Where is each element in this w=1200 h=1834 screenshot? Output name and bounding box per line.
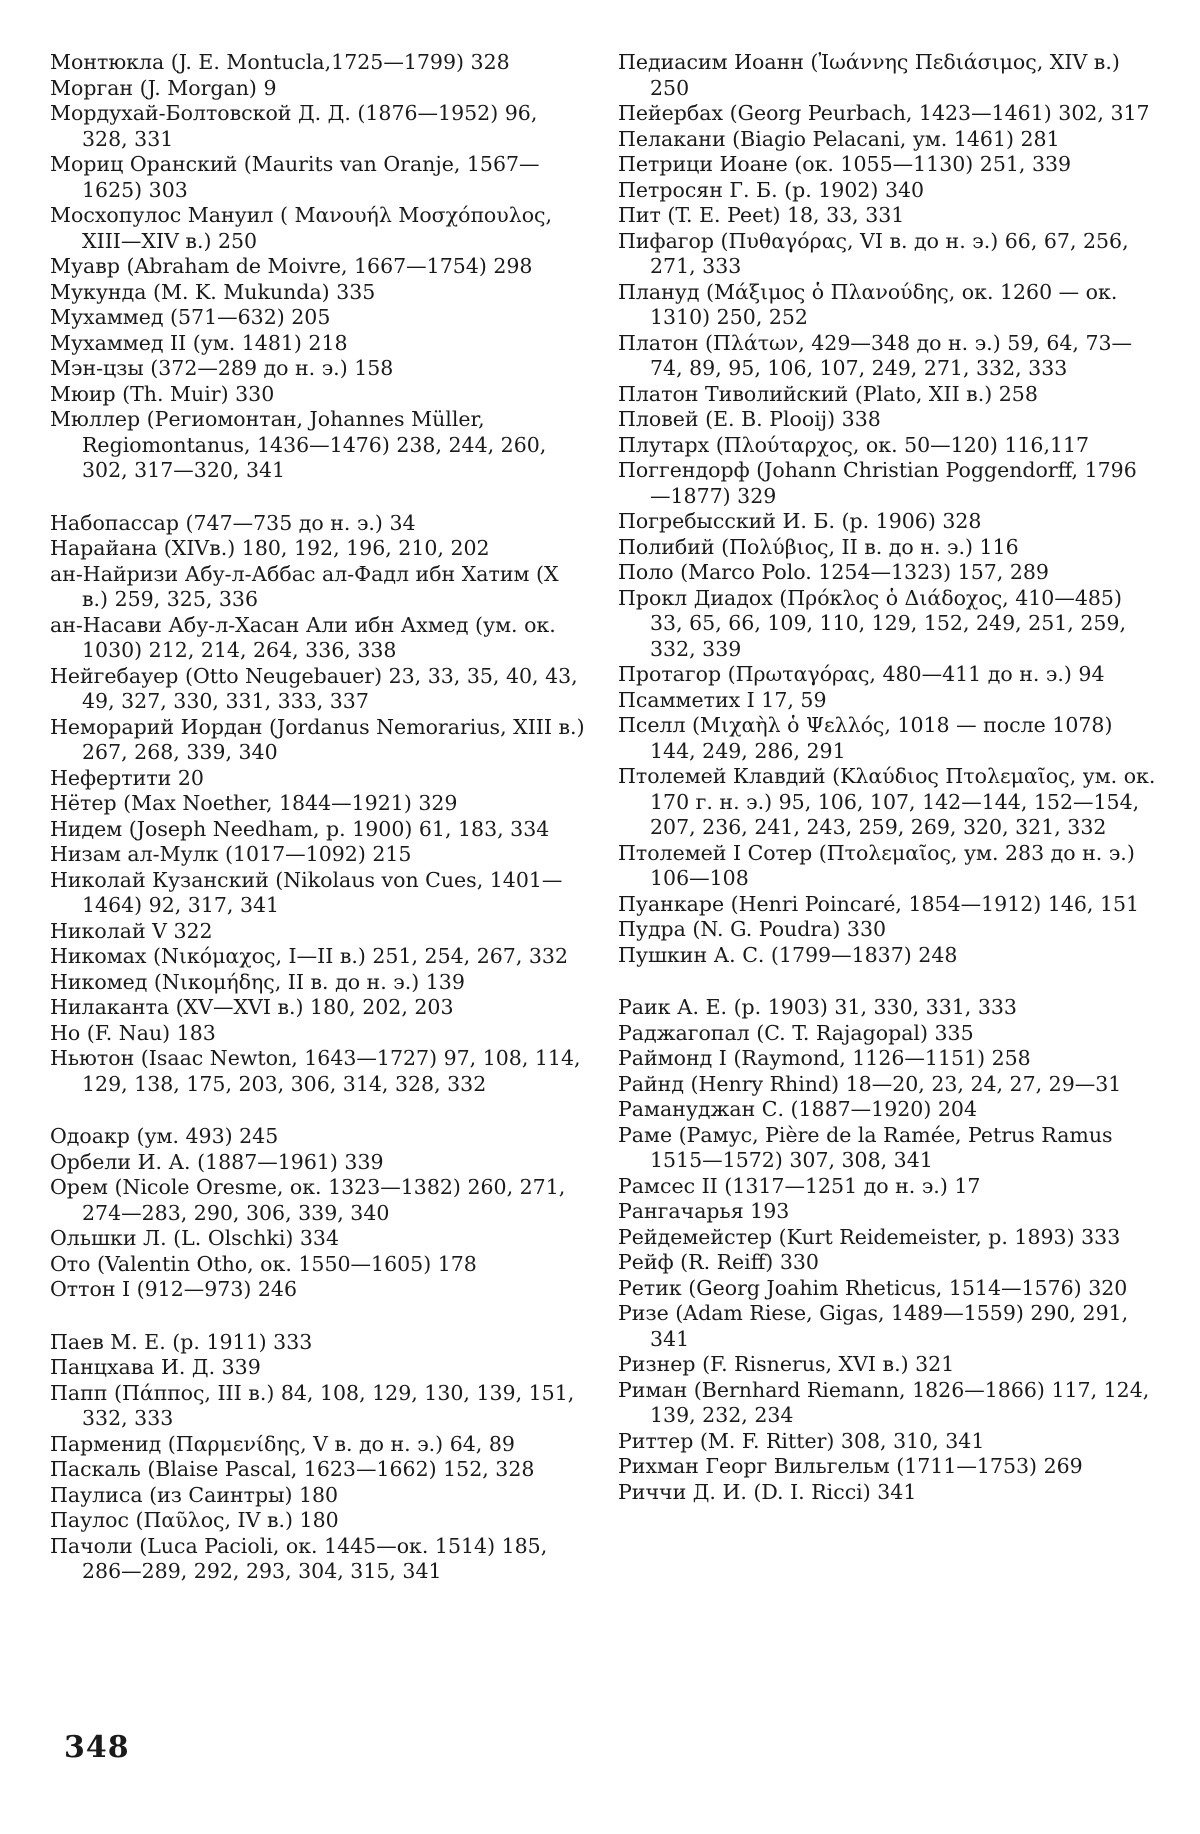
index-entry: Петросян Г. Б. (р. 1902) 340 <box>618 177 925 202</box>
index-entry: Паулос (Παῦλος, IV в.) 180 <box>50 1508 339 1532</box>
index-entry: Ризе (Adam Riese, Gigas, 1489—1559) 290, 291, 341 <box>618 1301 1129 1351</box>
index-entry: Петрици Иоане (ок. 1055—1130) 251, 339 <box>618 152 1072 176</box>
index-entry: Риччи Д. И. (D. I. Ricci) 341 <box>618 1479 917 1504</box>
index-entry: Рангачарья 193 <box>618 1199 790 1223</box>
index-entry: Протагор (Πρωταγόρας, 480—411 до н. э.) 94 <box>618 662 1105 686</box>
index-entry: Мюир (Th. Muir) 330 <box>50 381 275 406</box>
index-entry: Мухаммед (571—632) 205 <box>50 305 331 329</box>
index-entry: Нефертити 20 <box>50 765 204 790</box>
index-entry: Нарайана (XIVв.) 180, 192, 196, 210, 202 <box>50 536 490 560</box>
index-entry: Мухаммед II (ум. 1481) 218 <box>50 330 348 355</box>
index-entry: Пейербах (Georg Peurbach, 1423—1461) 302, 317 <box>618 101 1150 125</box>
letter-group-gap <box>50 1097 585 1124</box>
index-entry: Пелакани (Biagio Pelacani, ум. 1461) 281 <box>618 126 1060 151</box>
index-entry: Пифагор (Πυθαγόρας, VI в. до н. э.) 66, 67, 256, 271, 333 <box>618 228 1129 278</box>
index-entry: ан-Найризи Абу-л-Аббас ал-Фадл ибн Хатим (X в.) 259, 325, 336 <box>50 561 559 611</box>
index-entry: Полибий (Πολύβιος, II в. до н. э.) 116 <box>618 534 1019 559</box>
index-entry: Пуанкаре (Henri Poincaré, 1854—1912) 146, 151 <box>618 891 1140 916</box>
index-entry: Николай V 322 <box>50 918 213 943</box>
index-entry: Раик А. Е. (р. 1903) 31, 330, 331, 333 <box>618 995 1017 1019</box>
index-entry: Нётер (Max Noether, 1844—1921) 329 <box>50 791 458 815</box>
index-entry: Рейдемейстер (Kurt Reidemeister, p. 1893) 333 <box>618 1224 1121 1249</box>
index-entry: Птолемей Клавдий (Κλαύδιος Πτολεμαῖος, ум. ок. 170 г. н. э.) 95, 106, 107, 142—144, 152—154, 207, 236, 241, 243, 259, 269, 320, 321, 332 <box>618 764 1156 839</box>
letter-group-gap <box>50 1303 585 1330</box>
index-entry: Неморарий Иордан (Jordanus Nemorarius, XIII в.) 267, 268, 339, 340 <box>50 714 585 764</box>
index-entry: Раймонд I (Raymond, 1126—1151) 258 <box>618 1046 1031 1070</box>
index-entry: Плутарх (Πλούταρχος, ок. 50—120) 116,117 <box>618 432 1090 457</box>
index-entry: Нейгебауер (Otto Neugebauer) 23, 33, 35, 40, 43, 49, 327, 330, 331, 333, 337 <box>50 663 578 713</box>
index-entry: Паскаль (Blaise Pascal, 1623—1662) 152, 328 <box>50 1457 535 1481</box>
index-entry: Мэн-цзы (372—289 до н. э.) 158 <box>50 356 394 380</box>
index-entry: Никомед (Νικομήδης, II в. до н. э.) 139 <box>50 969 465 994</box>
index-entry: Райнд (Henry Rhind) 18—20, 23, 24, 27, 29—31 <box>618 1071 1122 1096</box>
index-entry: Раме (Рамус, Pière de la Ramée, Petrus Ramus 1515—1572) 307, 308, 341 <box>618 1122 1113 1172</box>
index-entry: Ольшки Л. (L. Olschki) 334 <box>50 1226 340 1250</box>
index-entry: ан-Насави Абу-л-Хасан Али ибн Ахмед (ум. ок. 1030) 212, 214, 264, 336, 338 <box>50 612 556 662</box>
index-entry: Псамметих I 17, 59 <box>618 687 827 712</box>
index-entry: Риттер (M. F. Ritter) 308, 310, 341 <box>618 1428 985 1453</box>
index-entry: Морган (J. Morgan) 9 <box>50 75 277 100</box>
index-entry: Рихман Георг Вильгельм (1711—1753) 269 <box>618 1454 1083 1478</box>
index-entry: Паев М. Е. (р. 1911) 333 <box>50 1329 313 1354</box>
index-entry: Орбели И. А. (1887—1961) 339 <box>50 1149 384 1174</box>
index-entry: Николай Кузанский (Nikolaus von Cues, 1401—1464) 92, 317, 341 <box>50 867 563 917</box>
index-entry: Платон Тиволийский (Plato, XII в.) 258 <box>618 381 1038 406</box>
letter-group-gap <box>618 968 1156 995</box>
index-entry: Птолемей I Сотер (Πτολεμαῖος, ум. 283 до н. э.) 106—108 <box>618 840 1135 890</box>
index-entry: Поло (Marco Polo. 1254—1323) 157, 289 <box>618 560 1049 584</box>
index-entry: Пселл (Μιχαὴλ ὁ Ψελλός, 1018 — после 1078) 144, 249, 286, 291 <box>618 713 1113 763</box>
index-entry: Нидем (Joseph Needham, p. 1900) 61, 183, 334 <box>50 816 550 841</box>
index-entry: Ньютон (Isaac Newton, 1643—1727) 97, 108, 114, 129, 138, 175, 203, 306, 314, 328, 332 <box>50 1046 581 1096</box>
letter-group-gap <box>50 484 585 511</box>
index-entry: Оттон I (912—973) 246 <box>50 1277 298 1301</box>
index-entry: Риман (Bernhard Riemann, 1826—1866) 117, 124, 139, 232, 234 <box>618 1377 1150 1427</box>
index-entry: Пловей (E. B. Plooij) 338 <box>618 407 881 431</box>
index-entry: Рамсес II (1317—1251 до н. э.) 17 <box>618 1173 981 1198</box>
index-entry: Плануд (Μάξιμος ὁ Πλανούδης, ок. 1260 — ок. 1310) 250, 252 <box>618 279 1118 329</box>
index-entry: Парменид (Παρμενίδης, V в. до н. э.) 64, 89 <box>50 1431 515 1456</box>
index-entry: Орем (Nicole Oresme, ок. 1323—1382) 260, 271, 274—283, 290, 306, 339, 340 <box>50 1175 566 1225</box>
index-entry: Мордухай-Болтовской Д. Д. (1876—1952) 96, 328, 331 <box>50 101 538 151</box>
index-entry: Папп (Πάππος, III в.) 84, 108, 129, 130, 139, 151, 332, 333 <box>50 1380 575 1430</box>
index-entry: Панцхава И. Д. 339 <box>50 1355 261 1379</box>
index-entry: Никомах (Νικόμαχος, I—II в.) 251, 254, 267, 332 <box>50 944 569 968</box>
index-entry: Ото (Valentin Otho, ок. 1550—1605) 178 <box>50 1251 477 1276</box>
index-entry: Погребысский И. Б. (р. 1906) 328 <box>618 509 982 533</box>
index-entry: Набопассар (747—735 до н. э.) 34 <box>50 510 416 535</box>
index-entry: Низам ал-Мулк (1017—1092) 215 <box>50 842 412 866</box>
index-column-left <box>50 50 585 1585</box>
index-entry: Мосхопулос Мануил ( Μανουήλ Μοσχόπουλος, XIII—XIV в.) 250 <box>50 203 553 253</box>
index-entry: Мукунда (M. K. Mukunda) 335 <box>50 279 376 304</box>
index-entry: Ризнер (F. Risnerus, XVI в.) 321 <box>618 1352 955 1376</box>
index-entry: Раджагопал (C. T. Rajagopal) 335 <box>618 1020 974 1045</box>
page-number: 348 <box>64 1730 130 1765</box>
index-entry: Педиасим Иоанн (Ἰωάννης Πεδιάσιμος, XIV в.) 250 <box>618 50 1120 100</box>
index-entry: Нилаканта (XV—XVI в.) 180, 202, 203 <box>50 995 454 1019</box>
index-entry: Паулиса (из Саинтры) 180 <box>50 1482 339 1507</box>
index-entry: Одоакр (ум. 493) 245 <box>50 1124 279 1148</box>
index-entry: Прокл Диадох (Πρόκλος ὁ Διάδοχος, 410—485) 33, 65, 66, 109, 110, 129, 152, 249, 251, 259, 332, 339 <box>618 585 1126 661</box>
index-entry: Пит (T. E. Peet) 18, 33, 331 <box>618 203 905 227</box>
index-entry: Рейф (R. Reiff) 330 <box>618 1250 819 1274</box>
index-entry: Монтюкла (J. E. Montucla,1725—1799) 328 <box>50 50 510 74</box>
index-entry: Поггендорф (Johann Christian Poggendorff, 1796—1877) 329 <box>618 458 1137 508</box>
index-entry: Но (F. Nau) 183 <box>50 1020 216 1045</box>
index-entry: Пудра (N. G. Poudra) 330 <box>618 917 887 941</box>
index-entry: Рамануджан С. (1887—1920) 204 <box>618 1097 977 1121</box>
index-entry: Пачоли (Luca Pacioli, ок. 1445—ок. 1514) 185, 286—289, 292, 293, 304, 315, 341 <box>50 1533 548 1583</box>
index-entry: Мюллер (Региомонтан, Johannes Müller, Regiomontanus, 1436—1476) 238, 244, 260, 302, 317—320, 341 <box>50 407 547 482</box>
index-entry: Муавр (Abraham de Moivre, 1667—1754) 298 <box>50 254 533 278</box>
index-entry: Мориц Оранский (Maurits van Oranje, 1567—1625) 303 <box>50 152 540 202</box>
index-column-right <box>618 50 1156 1505</box>
index-entry: Пушкин А. С. (1799—1837) 248 <box>618 942 958 967</box>
index-entry: Ретик (Georg Joahim Rheticus, 1514—1576) 320 <box>618 1275 1128 1300</box>
index-entry: Платон (Πλάτων, 429—348 до н. э.) 59, 64, 73—74, 89, 95, 106, 107, 249, 271, 332, 333 <box>618 330 1133 380</box>
